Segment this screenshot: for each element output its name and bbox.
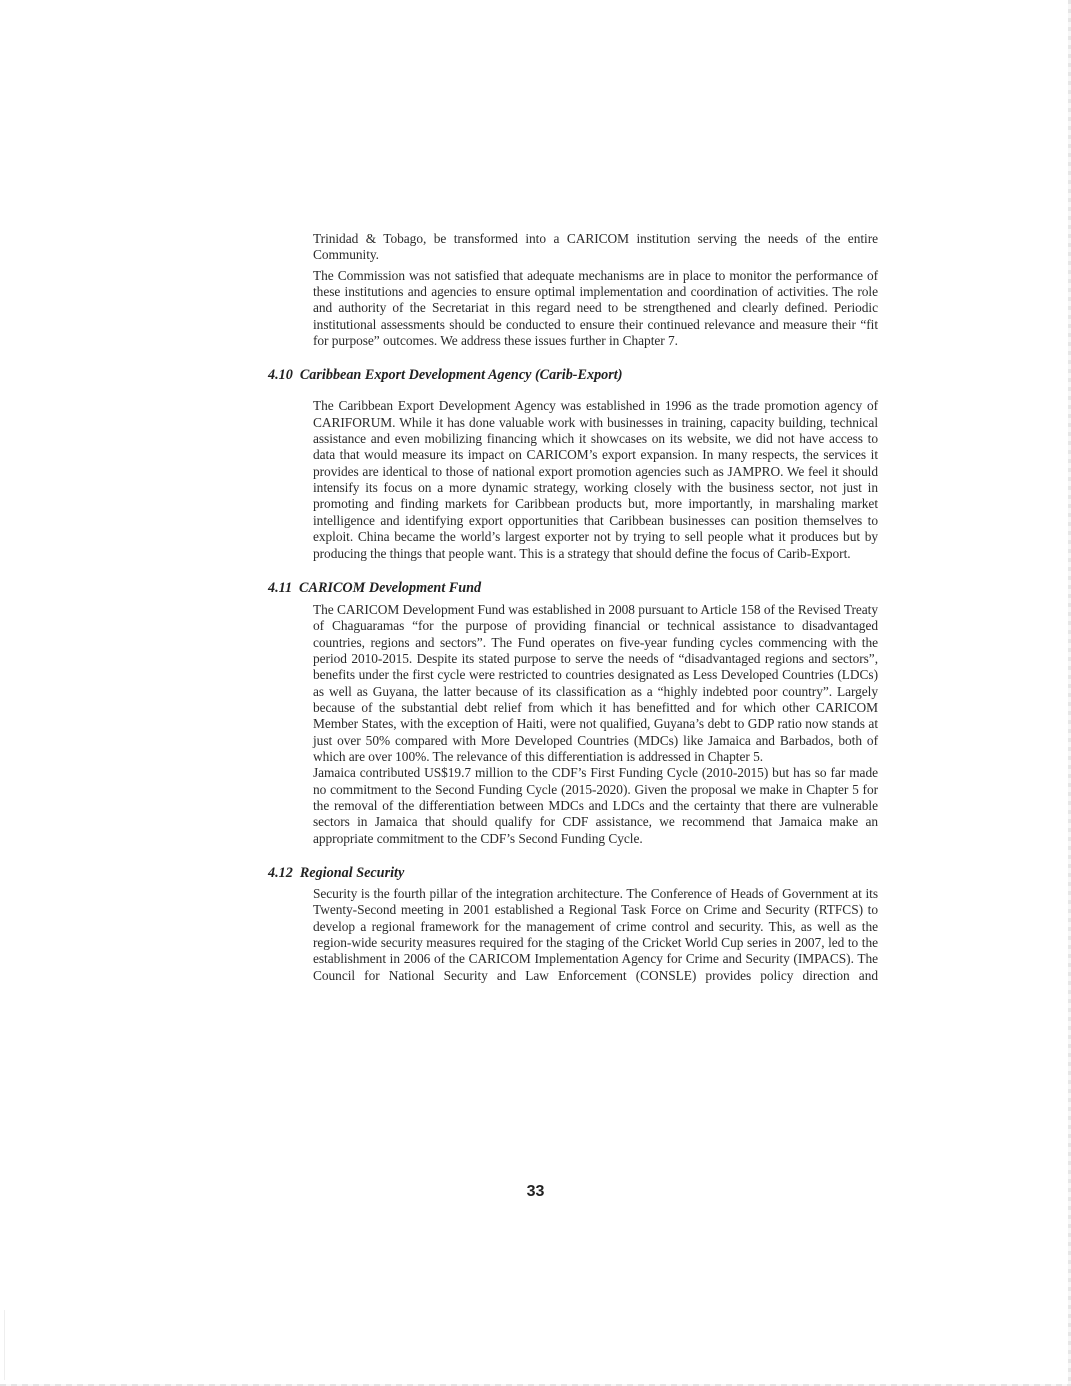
section-heading-4-10 (268, 366, 833, 384)
intro-paragraph-1: Trinidad & Tobago, be transformed into a CARICOM institution serving the needs of the entire Community. (313, 231, 878, 263)
page-number: 33 (526, 1183, 545, 1200)
section-number: 4.12 (268, 865, 293, 881)
section-number: 4.11 (268, 579, 293, 596)
intro-paragraph-2: The Commission was not satisfied that adequate mechanisms are in place to monitor the performance of these institutions and agencies to ensure optimal implementation and coordination of activities. The role and authority of the Secretariat in this regard need to be strengthened and clearly defined. Periodic institutional assessments should be conducted to ensure their continued relevance and measure their “fit for purpose” outcomes. We address these issues further in Chapter 7. (313, 267, 878, 349)
section-4-11-paragraph-2: Jamaica contributed US$19.7 million to the CDF’s First Funding Cycle (2010-2015) but has so far made no commitment to the Second Funding Cycle (2015-2020). Given the proposal we make in Chapter 5 for the removal of the differentiation between MDCs and LDCs and the certainty that there are vulnerable sectors in Jamaica that should qualify for CDF assistance, we recommend that Jamaica make an appropriate commitment to the CDF’s Second Funding Cycle. (313, 765, 878, 846)
section-4-12-paragraph-1: Security is the fourth pillar of the integration architecture. The Conference of Heads of Government at its Twenty-Second meeting in 2001 established a Regional Task Force on Crime and Security (RTFCS) to develop a regional framework for the management of crime control and security. This, as well as the region-wide security measures required for the staging of the Cricket World Cup series in 2007, led to the establishment in 2006 of the CARICOM Implementation Agency for Crime and Security (IMPACS). The Council for National Security and Law Enforcement (CONSLE) provides policy direction and (313, 886, 878, 983)
section-heading-4-11 (268, 579, 833, 597)
section-number: 4.10 (268, 367, 293, 384)
page-body (268, 231, 878, 984)
section-4-10-paragraph-1: The Caribbean Export Development Agency was established in 1996 as the trade promotion agency of CARIFORUM. While it has done valuable work with businesses in training, capacity building, technical assistance and even mobilizing financing which it showcases on its website, we did not have access to data that would measure its impact on CARICOM’s export expansion. In many respects, the services it provides are identical to those of national export promotion agencies such as JAMPRO. We feel it should intensify its focus on a more dynamic strategy, working closely with the business sector, not just in promoting and finding markets for Caribbean products but, more importantly, in marshaling market intelligence and identifying export opportunities that Caribbean businesses can position themselves to exploit. China became the world’s largest exporter not by trying to sell people what it produces but by producing the things that people want. This is a strategy that should define the focus of Carib-Export. (313, 398, 878, 561)
scan-edge-left (4, 1310, 5, 1380)
section-title: Caribbean Export Development Agency (Carib-Export) (299, 367, 623, 384)
section-4-11-paragraph-1: The CARICOM Development Fund was established in 2008 pursuant to Article 158 of the Revised Treaty of Chaguaramas “for the purpose of providing financial or technical assistance to disadvantaged countries, regions and sectors”. The Fund operates on five-year funding cycles commencing with the period 2010-2015. Despite its stated purpose to serve the needs of “disadvantaged regions and sectors”, benefits under the first cycle were restricted to countries designated as Less Developed Countries (LDCs) as well as Guyana, the latter because of its classification as a “highly indebted poor country”. Largely because of the substantial debt relief from which it has benefitted and for which other CARICOM Member States, with the exception of Haiti, were not qualified, Guyana’s debt to GDP ratio now stands at just over 50% compared with More Developed Countries (MDCs) like Jamaica and Barbados, both of which are over 100%. The relevance of this differentiation is addressed in Chapter 5. (313, 601, 878, 764)
section-title: Regional Security (299, 865, 405, 881)
section-heading-4-12 (268, 864, 833, 882)
section-title: CARICOM Development Fund (299, 579, 482, 596)
